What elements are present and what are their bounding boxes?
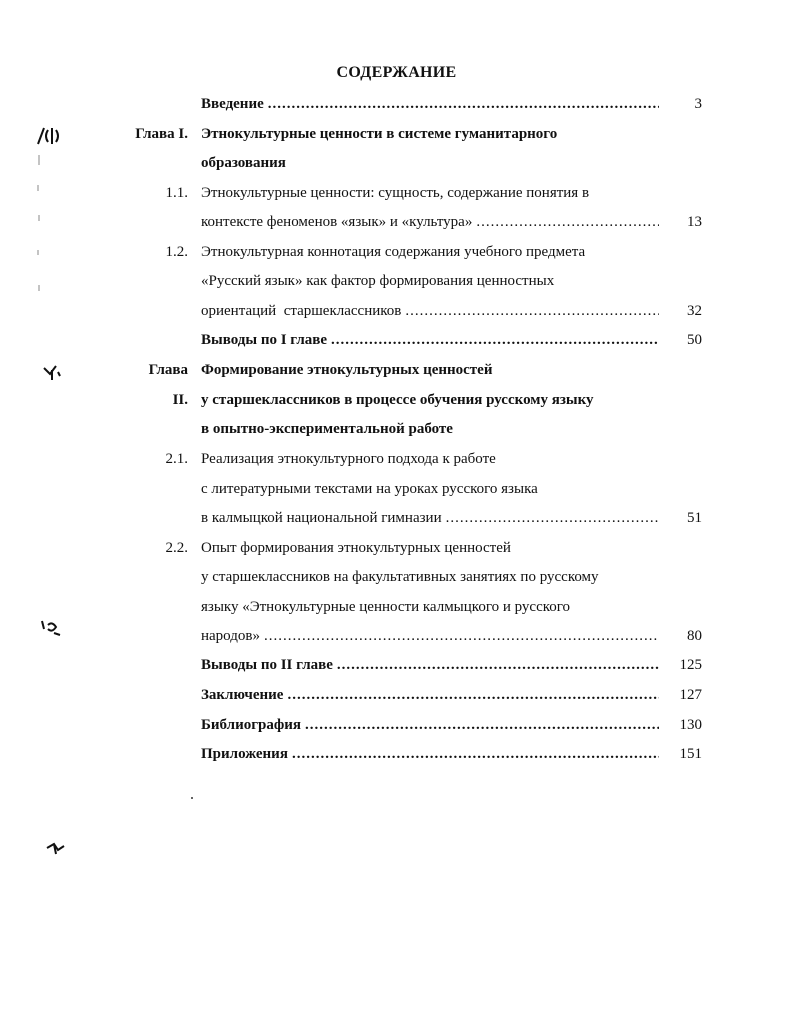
page-number: 50	[687, 332, 702, 348]
scan-mark-icon	[44, 838, 68, 860]
toc-text: Заключение	[201, 687, 284, 703]
chapter-title-line[interactable]: у старшеклассников в процессе обучения русскому языку	[201, 392, 594, 408]
page-number: 125	[679, 657, 702, 673]
chapter-title-line[interactable]: Формирование этнокультурных ценностей	[201, 362, 493, 378]
chapter-label: II.	[172, 392, 188, 408]
chapter-title-line[interactable]: образования	[201, 155, 286, 171]
toc-text: народов»	[201, 628, 260, 644]
scan-mark-icon	[38, 617, 64, 641]
dot-leader	[305, 714, 659, 736]
section-title-line[interactable]: с литературными текстами на уроках русского языка	[201, 481, 538, 497]
dot-leader	[405, 300, 659, 322]
chapter-label: Глава I.	[135, 126, 188, 142]
toc-entry-2-2[interactable]	[201, 625, 663, 647]
scan-mark-icon	[40, 360, 64, 384]
toc-text: Библиография	[201, 717, 302, 733]
section-title-line[interactable]: языку «Этнокультурные ценности калмыцкого и русского	[201, 599, 571, 615]
scan-speckle-icon	[36, 155, 42, 315]
scan-speckle-icon	[190, 796, 194, 800]
dot-leader	[287, 684, 659, 706]
toc-text: контексте феноменов «язык» и «культура»	[201, 214, 473, 230]
toc-entry-2-1[interactable]	[201, 507, 663, 529]
page-number: 130	[679, 717, 702, 733]
toc-text: ориентаций старшеклассников	[201, 303, 402, 319]
page-number: 127	[679, 687, 702, 703]
section-number: 1.2.	[165, 244, 188, 260]
section-title-line[interactable]: Реализация этнокультурного подхода к работе	[201, 451, 496, 467]
dot-leader	[292, 743, 659, 765]
section-title-line[interactable]: Этнокультурные ценности: сущность, содержание понятия в	[201, 185, 590, 201]
dot-leader	[446, 507, 659, 529]
page-number: 3	[694, 96, 702, 112]
dot-leader	[331, 329, 659, 351]
chapter-title-line[interactable]: в опытно-экспериментальной работе	[201, 421, 453, 437]
toc-entry-appendix[interactable]	[201, 743, 663, 765]
section-title-line[interactable]: «Русский язык» как фактор формирования ценностных	[201, 273, 555, 289]
toc-entry-bibliography[interactable]	[201, 714, 663, 736]
dot-leader	[264, 625, 659, 647]
chapter-title-line[interactable]: Этнокультурные ценности в системе гуманитарного	[201, 126, 558, 142]
page-number: 80	[687, 628, 702, 644]
toc-entry-conclusions-2[interactable]	[201, 654, 663, 676]
toc-text: Приложения	[201, 746, 288, 762]
section-number: 2.1.	[165, 451, 188, 467]
scan-mark-icon	[30, 122, 70, 152]
section-number: 1.1.	[165, 185, 188, 201]
toc-entry-conclusion[interactable]	[201, 684, 663, 706]
toc-entry-intro[interactable]	[201, 93, 663, 115]
toc-text: Выводы по I главе	[201, 332, 328, 348]
chapter-label: Глава	[148, 362, 188, 378]
toc-text: в калмыцкой национальной гимназии	[201, 510, 442, 526]
toc-entry-1-1[interactable]	[201, 211, 663, 233]
page-number: 32	[687, 303, 702, 319]
toc-text: Выводы по II главе	[201, 657, 333, 673]
toc-entry-conclusions-1[interactable]	[201, 329, 663, 351]
section-title-line[interactable]: Опыт формирования этнокультурных ценностей	[201, 540, 511, 556]
section-title-line[interactable]: Этнокультурная коннотация содержания учебного предмета	[201, 244, 586, 260]
section-number: 2.2.	[165, 540, 188, 556]
dot-leader	[476, 211, 659, 233]
page-number: 51	[687, 510, 702, 526]
section-title-line[interactable]: у старшеклассников на факультативных занятиях по русскому	[201, 569, 599, 585]
page-number: 13	[687, 214, 702, 230]
toc-entry-1-2[interactable]	[201, 300, 663, 322]
page-number: 151	[679, 746, 702, 762]
dot-leader	[268, 93, 659, 115]
toc-text: Введение	[201, 96, 264, 112]
page-title: СОДЕРЖАНИЕ	[336, 64, 457, 81]
dot-leader	[337, 654, 659, 676]
